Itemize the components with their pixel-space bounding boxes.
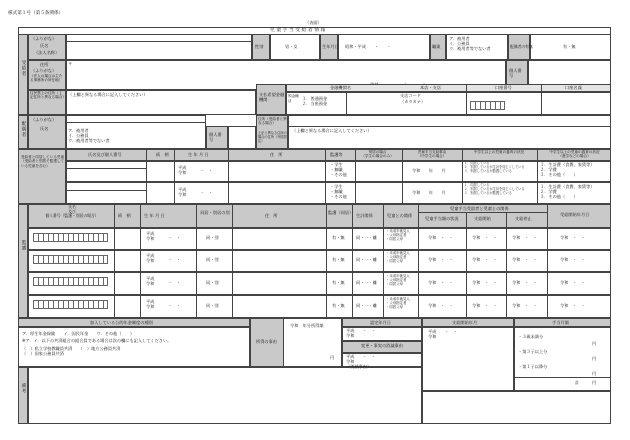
co-r3-reiwa-b: 令和 ・ ・: [472, 280, 498, 285]
monthly-yen-1: 円: [592, 341, 597, 346]
co-r1-reiwa-d: 令和 ・ ・: [560, 235, 586, 240]
co-r2-live: 同・別: [206, 257, 219, 262]
co-r3-reiwa-c: 令和 ・ ・: [512, 280, 538, 285]
sex-value: 男・女: [285, 44, 298, 49]
children-other-label-cell: [18, 204, 28, 318]
bank-col-4: 口座名義: [565, 85, 582, 90]
child-number-digits[interactable]: [33, 233, 108, 242]
notes-field-right[interactable]: [422, 391, 611, 424]
cl-col-care: 監護等: [330, 152, 343, 157]
deposit-options: １．普通預金 ２．当座預金: [302, 96, 328, 106]
co-r1-reiwa-a: 令和 ・ ・: [428, 235, 454, 240]
co-col-birth: 生 年 月 日: [144, 213, 165, 218]
cl-col-name: 氏名及び個人番号: [88, 152, 122, 157]
co-r1-sep: 同・一・離: [356, 235, 377, 240]
bank-col-3: 口座番号: [495, 85, 512, 90]
co-r3-era: 平成 令和: [146, 276, 155, 286]
co-sub-received: 受給開始年月日: [560, 212, 590, 217]
birth-value: 昭和・平成 ・ ・: [345, 44, 392, 49]
address-sub2: （法人の場合は主たる事務所の所在地）: [30, 74, 63, 83]
co-r2-reiwa-a: 令和 ・ ・: [428, 257, 454, 262]
monthly-label: 手当月額: [552, 320, 569, 325]
co-r4-rel: ・未成年後見人 ・父母指定者 ・同居父母: [386, 297, 410, 310]
co-r3-sep: 同・一・離: [356, 280, 377, 285]
co-r2-sep: 同・一・離: [356, 257, 377, 262]
cl-col-relation: 続 柄: [156, 152, 169, 157]
monthly-item-2: ・第３子以上分: [518, 349, 548, 354]
child-number-digits[interactable]: [33, 300, 108, 309]
co-r2-reiwa-d: 令和 ・ ・: [560, 257, 586, 262]
pension-label: 加入している公的年金制度の種別: [90, 320, 153, 325]
residence-label: 住民票上の住所（上記住所と異なる場合）: [30, 91, 66, 100]
co-col-name: 氏名 及び 個人番号（監護・別居の場合）: [45, 204, 99, 219]
co-r1-era: 平成 令和: [146, 231, 155, 241]
cl-row1-care: １．同居している ２．別居しているが生計を同じくしている ３．別居しているが監護している: [464, 161, 525, 173]
address-sub: （ふりがな）: [31, 68, 57, 73]
co-r2-reiwa-c: 令和 ・ ・: [512, 257, 538, 262]
co-r1-live: 同・別: [206, 235, 219, 240]
cl-col-raise: 中学生以上の児童の養育の状況: [473, 150, 525, 154]
co-r4-sep: 同・一・離: [356, 303, 377, 308]
spouse-residence-note: 上記と異なる住所の場合の住所（外国居住）: [258, 131, 287, 143]
postal-mark: 〒: [68, 61, 73, 66]
applicant-name-input[interactable]: [66, 34, 252, 60]
cl-row1-cost: １．生計費（食費、家賃等） ２．学費 ３．その他（ ）: [540, 162, 595, 177]
cl-row1-era: 平成 令和: [178, 165, 187, 175]
notes-field[interactable]: [28, 367, 422, 424]
cl-col-separate: 別居の場合 （学生の場合のみ）: [361, 150, 394, 159]
cl-col-birth: 生 年 月 日: [188, 152, 209, 157]
co-r4-reiwa-a: 令和 ・ ・: [428, 303, 454, 308]
co-r3-dot: ・ ・: [168, 280, 181, 285]
co-r4-reiwa-c: 令和 ・ ・: [512, 303, 538, 308]
change-values: 平成 ・ ・ 令和: [346, 354, 376, 364]
monthly-yen-2: 円: [592, 356, 597, 361]
co-r3-reiwa-a: 令和 ・ ・: [428, 280, 454, 285]
co-r4-reiwa-d: 令和 ・ ・: [560, 303, 586, 308]
cl-row1-dot: ・ ・: [200, 168, 213, 173]
co-r3-reiwa-d: 令和 ・ ・: [560, 280, 586, 285]
co-r2-dot: ・ ・: [168, 257, 181, 262]
co-r1-reiwa-c: 令和 ・ ・: [512, 235, 538, 240]
applicant-furigana: （ふりがな）: [31, 36, 57, 41]
co-r2-rel: ・未成年後見人 ・父母指定者 ・同居父母: [386, 251, 410, 264]
address-label: 住所: [40, 62, 49, 67]
monthly-total-yen: 円: [592, 380, 597, 385]
spouse-flag-value: 有・無: [563, 44, 576, 49]
reason-label: 所得の事由: [256, 339, 277, 344]
bank-col-1: 金融機関名: [330, 85, 351, 90]
approval-values: 平成 ・ ・ 令和: [346, 328, 376, 338]
spouse-name-label: 氏名: [40, 126, 49, 131]
branch-code-label: 支店コード: [400, 93, 421, 98]
monthly-item-3: ・第１子以降分: [518, 364, 548, 369]
child-number-digits[interactable]: [33, 255, 108, 264]
applicant-name-sub: （法人名称）: [34, 50, 60, 55]
co-sub-stop: 支給停止: [515, 216, 532, 221]
co-r4-reiwa-b: 令和 ・ ・: [472, 303, 498, 308]
cl-row2-era: 平成 令和: [178, 187, 187, 197]
co-r4-era: 平成 令和: [146, 299, 155, 309]
applicant-name-label: 氏名: [40, 43, 49, 48]
co-col-care: 監護（同居）: [328, 210, 354, 215]
spouse-same-addr-note: （上欄と異なる場合に記入してください）: [292, 128, 372, 133]
cl-row2-cost: １．生計費（食費、家賃等） ２．学費 ３．その他（ ）: [540, 184, 595, 199]
change-label: 変更・事実の消滅事由: [361, 343, 403, 348]
spouse-flag-label: 配偶者の有無: [510, 44, 533, 49]
cl-row1-ym: 令和 年 月: [412, 168, 446, 173]
co-col-rel2: 児童手当受給者と児童との関係: [450, 206, 509, 211]
co-col-child-rel: 児童との関係: [387, 213, 413, 218]
co-col-relation: 続 柄: [118, 213, 131, 218]
kana-label: （カタカナ）: [400, 99, 426, 104]
co-r1-reiwa-b: 令和 ・ ・: [472, 235, 498, 240]
cl-col-address: 住 所: [270, 152, 283, 157]
account-label: 支払希望金融機関: [259, 92, 285, 102]
co-r3-rel: ・未成年後見人 ・父母指定者 ・同居父母: [386, 274, 410, 287]
occupation-label: 職業: [432, 44, 441, 49]
pension-opts-b: （ ）私立学校教職員共済 （ ）地方公務員共済 （ ）国家公務員共済: [22, 346, 121, 356]
co-r1-yesno: 有・無: [332, 235, 345, 240]
monthly-item-1: ・３歳未満分: [518, 334, 544, 339]
spouse-number-label: 個人番号: [209, 132, 222, 142]
income-year: 令和 年分所得額: [290, 323, 324, 328]
deposit-type-label: 預金種目: [288, 94, 299, 103]
monthly-total: 計: [575, 380, 580, 385]
birth-label: 生年月日: [322, 44, 339, 49]
co-r3-yesno: 有・無: [332, 280, 345, 285]
payment-values: 平成 ・ ・ 令和: [428, 329, 458, 339]
co-col-living: 生計関係: [356, 213, 373, 218]
side-label: （表面）: [305, 20, 322, 25]
bank-values-row[interactable]: [286, 92, 611, 115]
children-other-label: 監護: [21, 240, 26, 251]
cl-row2-care: １．同居している ２．別居しているが生計を同じくしている ３．別居しているが監護している: [464, 183, 525, 195]
spouse-number-field[interactable]: [228, 126, 256, 149]
change-reason: （消滅事由）: [346, 364, 372, 369]
account-digits[interactable]: [470, 101, 505, 110]
cl-col-raise2: 中学生以上の児童の養育の状況 （進学などの場合）: [549, 150, 600, 159]
cl-row1-status: ・学生 ・無職 ・その他: [330, 162, 347, 177]
pension-note: ※ア．イ．以下の共済組合の組合員である場合は次の欄にも記入してください。: [22, 338, 172, 343]
form-label: 様式第１号（第５条関係）: [8, 11, 64, 16]
pension-opts-a: ア．厚生年金保険 イ．国民年金 ウ．その他（ ）: [22, 331, 135, 336]
spouse-section-label: 配偶者: [21, 121, 26, 138]
cl-row2-dot: ・ ・: [200, 190, 213, 195]
spouse-occupation-options: ア．被用者 イ．公務員 ウ．被用者等でない者: [68, 128, 110, 143]
cl-row2-status: ・学生 ・無職 ・その他: [330, 184, 347, 199]
co-r2-reiwa-b: 令和 ・ ・: [472, 257, 498, 262]
notes-label-cell: [18, 367, 28, 424]
co-r4-yesno: 有・無: [332, 303, 345, 308]
notes-label: 備考: [21, 383, 26, 394]
co-r3-live: 同・別: [206, 280, 219, 285]
co-col-address: 住 所: [265, 213, 278, 218]
co-r1-dot: ・ ・: [168, 235, 181, 240]
spouse-address-label: 住所（受給者と異なる場合）: [258, 117, 287, 126]
monthly-yen-3: 円: [592, 371, 597, 376]
income-yen: 円: [330, 355, 335, 360]
children-lived-label: 受給者と同居している児童（受給者と別居で監護している児童を含む）: [21, 155, 65, 168]
cl-row2-ym: 令和 年 月: [412, 190, 446, 195]
child-number-digits[interactable]: [33, 277, 108, 286]
cl-col-reason: 児童手当支給事由 （中学生の場合）: [417, 150, 447, 159]
seal-label: 個人番号: [509, 68, 522, 78]
co-r4-dot: ・ ・: [168, 303, 181, 308]
co-r4-live: 同・別: [206, 303, 219, 308]
spouse-furigana: （ふりがな）: [31, 117, 57, 122]
sex-label: 性別: [255, 44, 264, 49]
bank-col-2: 本店・支店: [420, 85, 441, 90]
co-r1-rel: ・未成年後見人 ・父母指定者 ・同居父母: [386, 229, 410, 242]
payment-start-label: 支給開始年月: [452, 320, 478, 325]
form-title: 児 童 手 当 受 給 者 情 報: [270, 28, 326, 33]
co-col-live: 同居・別居の別: [200, 210, 230, 215]
applicant-section-label: 受給者: [21, 60, 26, 77]
co-r2-yesno: 有・無: [332, 257, 345, 262]
approval-label: 認定年月日: [370, 320, 391, 325]
same-addr-note: （上欄と異なる場合に記入してください）: [68, 92, 148, 97]
occupation-options: ア．被用者 イ．公務員 ウ．被用者等でない者: [449, 36, 491, 51]
co-r2-era: 平成 令和: [146, 253, 155, 263]
co-sub-amount: 児童手当額の状況: [425, 216, 459, 221]
co-sub-start: 支給開始: [474, 216, 491, 221]
